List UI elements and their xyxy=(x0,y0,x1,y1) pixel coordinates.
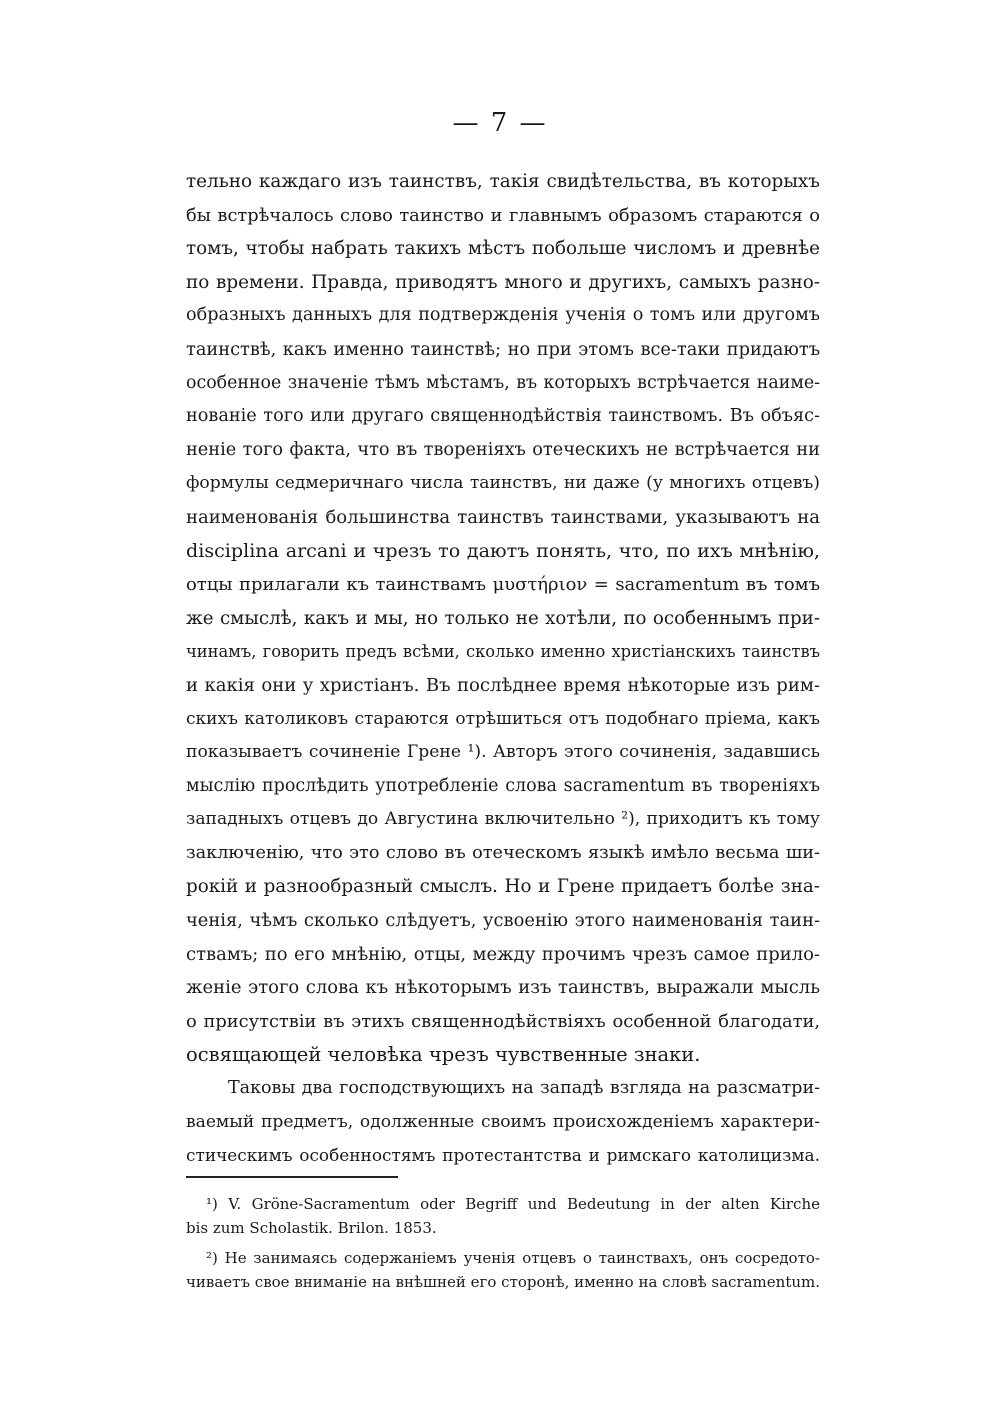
text-line: Таковы два господствующихъ на западѣ взгляда на разсматри- xyxy=(228,1078,820,1099)
text-line: чинамъ, говорить предъ всѣми, сколько именно христіанскихъ таинствъ xyxy=(186,642,820,662)
text-line: по времени. Правда, приводятъ много и другихъ, самыхъ разно- xyxy=(186,271,820,293)
text-line: ченія, чѣмъ сколько слѣдуетъ, усвоенію этого наименованія таин- xyxy=(186,910,820,932)
text-line: рокій и разнообразный смыслъ. Но и Грене придаетъ болѣе зна- xyxy=(186,876,820,898)
footnote-divider xyxy=(186,1176,398,1178)
text-line: ствамъ; по его мнѣнію, отцы, между прочимъ чрезъ самое прило- xyxy=(186,943,820,965)
footnote-1 xyxy=(186,1192,820,1240)
text-line: показываетъ сочиненіе Грене ¹). Авторъ этого сочиненія, задавшись xyxy=(186,742,820,763)
text-line: и какія они у христіанъ. Въ послѣднее время нѣкоторые изъ рим- xyxy=(186,674,820,696)
text-line: западныхъ отцевъ до Августина включительно ²), приходитъ къ тому xyxy=(186,809,820,830)
text-line: о присутствіи въ этихъ священнодѣйствіяхъ особенной благодати, xyxy=(186,1010,820,1032)
footnote-line: ²) Не занимаясь содержаніемъ ученія отцевъ о таинствахъ, онъ сосредото- xyxy=(206,1249,820,1267)
text-line: неніе того факта, что въ твореніяхъ отеческихъ не встрѣчается ни xyxy=(186,439,820,460)
footnote-line: ¹) V. Gröne-Sacramentum oder Begriff und Bedeutung in der alten Kirche xyxy=(206,1195,820,1213)
text-line: ваемый предметъ, одолженные своимъ происхожденіемъ характери- xyxy=(186,1111,820,1132)
text-line: наименованія большинства таинствъ таинствами, указываютъ на xyxy=(186,506,820,528)
text-line: таинствѣ, какъ именно таинствѣ; но при этомъ все-таки придаютъ xyxy=(186,338,820,360)
text-line: отцы прилагали къ таинствамъ μυστήριον = sacramentum въ томъ xyxy=(186,574,820,596)
page-number: — 7 — xyxy=(452,108,548,138)
text-line: мыслію прослѣдить употребленіе слова sacramentum въ твореніяхъ xyxy=(186,775,820,796)
body-text xyxy=(186,165,820,1173)
text-line: же смыслѣ, какъ и мы, но только не хотѣли, по особеннымъ при- xyxy=(186,607,820,629)
text-line: скихъ католиковъ стараются отрѣшиться отъ подобнаго пріема, какъ xyxy=(186,708,820,729)
text-line: образныхъ данныхъ для подтвержденія ученія о томъ или другомъ xyxy=(186,305,820,326)
footnote-line: чиваетъ свое вниманіе на внѣшней его сторонѣ, именно на словѣ sacramentum. xyxy=(186,1273,820,1291)
text-line: формулы седмеричнаго числа таинствъ, ни даже (у многихъ отцевъ) xyxy=(186,473,820,494)
text-line: нованіе того или другаго священнодѣйствія таинствомъ. Въ объяс- xyxy=(186,406,820,427)
footnote-line: bis zum Scholastik. Brilon. 1853. xyxy=(186,1219,437,1237)
footnotes xyxy=(186,1192,820,1300)
text-line: стическимъ особенностямъ протестантства и римскаго католицизма. xyxy=(186,1145,820,1166)
footnote-2 xyxy=(186,1246,820,1294)
text-line: томъ, чтобы набрать такихъ мѣстъ побольше числомъ и древнѣе xyxy=(186,238,820,260)
text-line: disciplina arcani и чрезъ то даютъ понять, что, по ихъ мнѣнію, xyxy=(186,539,820,562)
text-line: заключенію, что это слово въ отеческомъ языкѣ имѣло весьма ши- xyxy=(186,842,820,863)
text-line: женіе этого слова къ нѣкоторымъ изъ таинствъ, выражали мысль xyxy=(186,977,820,999)
text-line: тельно каждаго изъ таинствъ, такія свидѣтельства, въ которыхъ xyxy=(186,171,820,192)
text-line: освящающей человѣка чрезъ чувственные знаки. xyxy=(186,1043,701,1067)
text-line: особенное значеніе тѣмъ мѣстамъ, въ которыхъ встрѣчается наиме- xyxy=(186,372,820,393)
text-line: бы встрѣчалось слово таинство и главнымъ образомъ стараются о xyxy=(186,204,820,226)
